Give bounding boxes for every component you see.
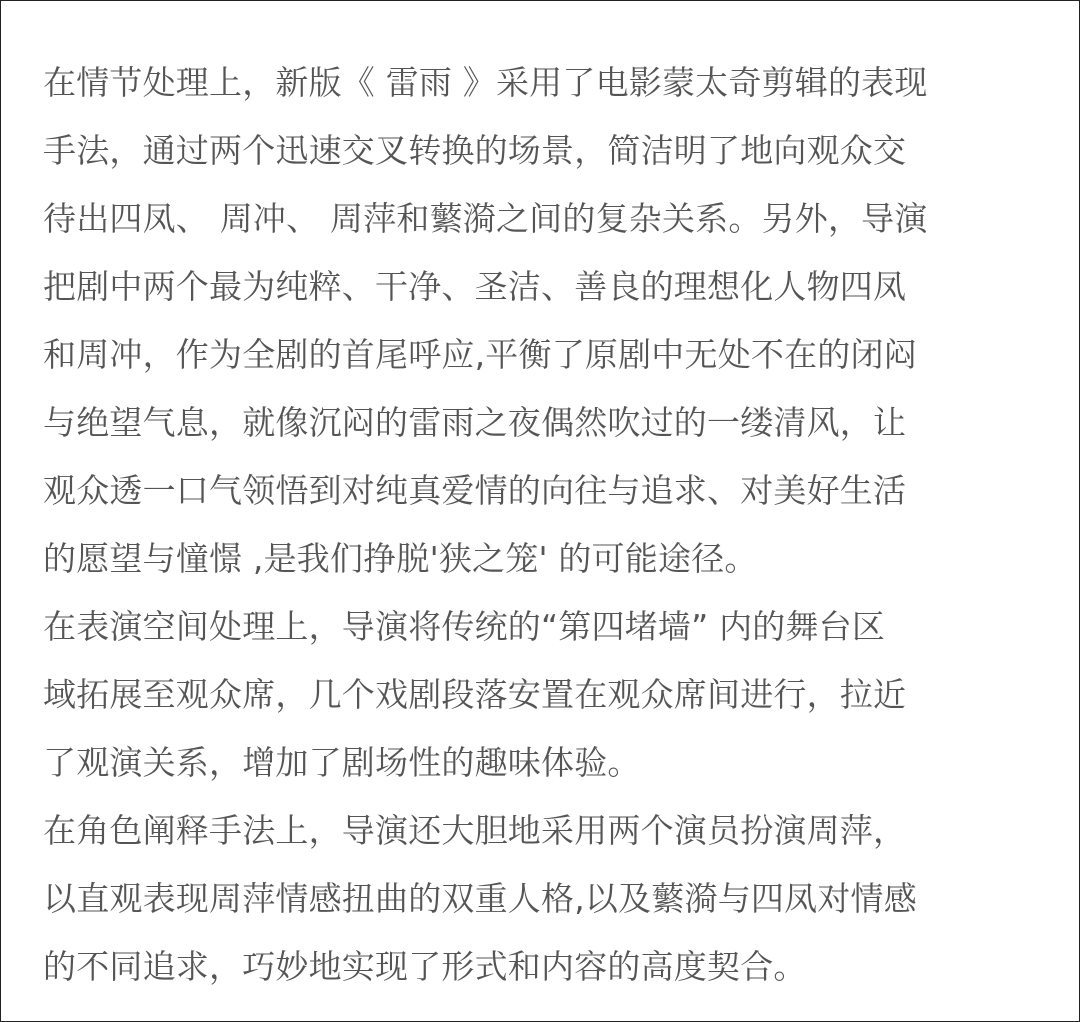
text-line: 手法，通过两个迅速交叉转换的场景，简洁明了地向观众交 [43, 131, 907, 170]
text-line: 把剧中两个最为纯粹、干净、圣洁、善良的理想化人物四凤 [43, 267, 907, 306]
text-line: 在情节处理上，新版《 雷雨 》采用了电影蒙太奇剪辑的表现 [43, 63, 928, 102]
text-line: 域拓展至观众席，几个戏剧段落安置在观众席间进行，拉近 [43, 675, 907, 714]
text-line: 和周冲，作为全剧的首尾呼应,平衡了原剧中无处不在的闭闷 [43, 335, 917, 374]
text-line: 的愿望与憧憬 ,是我们挣脱'狭之笼' 的可能途径。 [43, 539, 758, 578]
text-line: 了观演关系，增加了剧场性的趣味体验。 [43, 743, 641, 782]
text-line: 在角色阐释手法上，导演还大胆地采用两个演员扮演周萍， [43, 811, 907, 850]
text-line: 观众透一口气领悟到对纯真爱情的向往与追求、对美好生活 [43, 471, 907, 510]
text-line: 在表演空间处理上，导演将传统的“第四堵墙” 内的舞台区 [43, 607, 886, 646]
text-line: 待出四凤、 周冲、 周萍和蘩漪之间的复杂关系。另外，导演 [43, 199, 928, 238]
text-line: 与绝望气息，就像沉闷的雷雨之夜偶然吹过的一缕清风，让 [43, 403, 907, 442]
text-line: 以直观表现周萍情感扭曲的双重人格,以及蘩漪与四凤对情感 [43, 879, 917, 918]
article-body [43, 49, 1033, 1001]
text-line: 的不同追求，巧妙地实现了形式和内容的高度契合。 [43, 947, 807, 986]
